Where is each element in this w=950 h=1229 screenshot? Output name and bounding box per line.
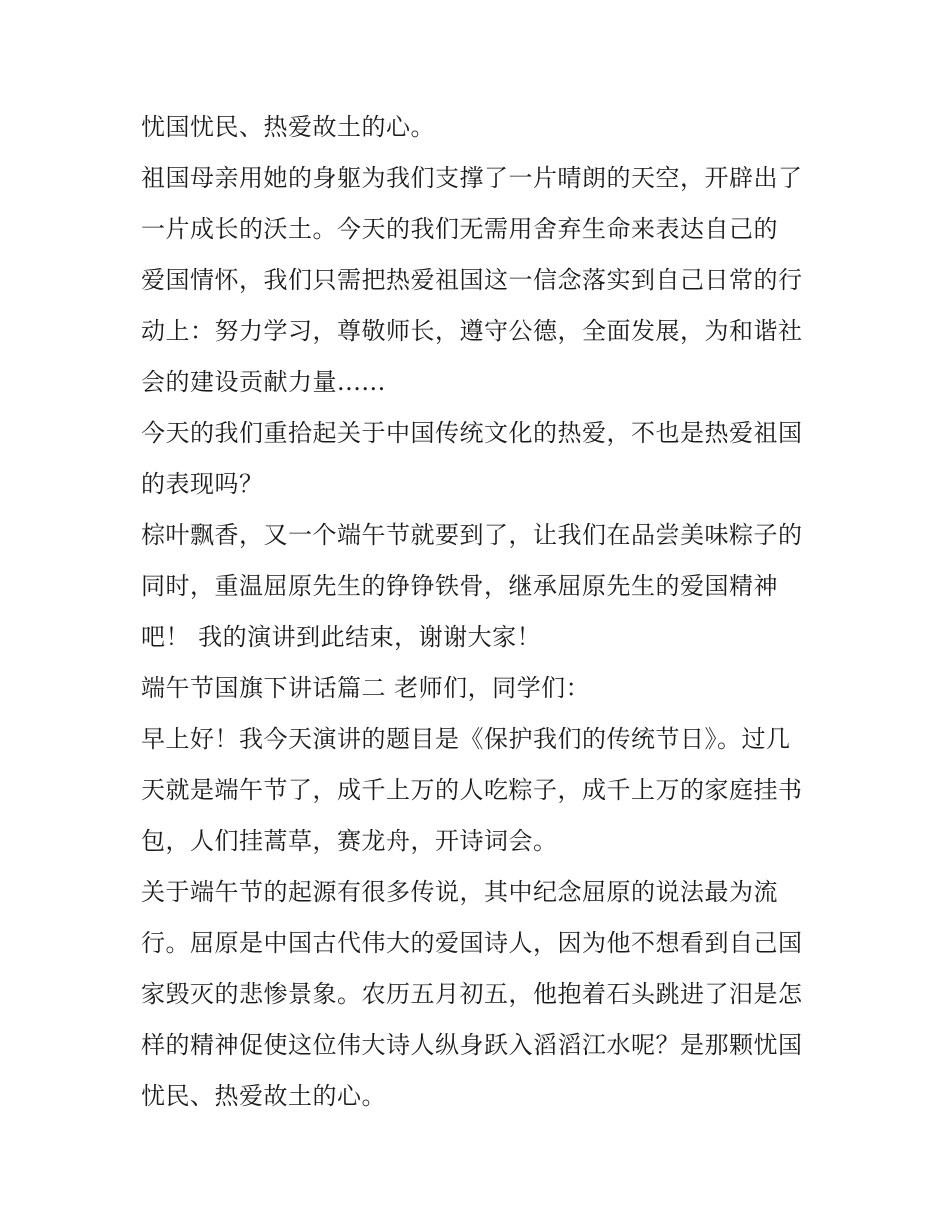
text-line: 关于端午节的起源有很多传说，其中纪念屈原的说法最为流 <box>141 878 778 906</box>
text-line: 爱国情怀，我们只需把热爱祖国这一信念落实到自己日常的行 <box>141 266 803 294</box>
text-line: 同时，重温屈原先生的铮铮铁骨，继承屈原先生的爱国精神 <box>141 572 778 600</box>
text-line: 行。屈原是中国古代伟大的爱国诗人，因为他不想看到自己国 <box>141 929 803 957</box>
text-line: 动上：努力学习，尊敬师长，遵守公德，全面发展，为和谐社 <box>141 317 803 345</box>
text-line: 样的精神促使这位伟大诗人纵身跃入滔滔江水呢？是那颗忧国 <box>141 1031 803 1059</box>
text-line: 忧国忧民、热爱故土的心。 <box>141 113 435 141</box>
text-line: 棕叶飘香，又一个端午节就要到了，让我们在品尝美味粽子的 <box>141 521 803 549</box>
text-line: 今天的我们重拾起关于中国传统文化的热爱，不也是热爱祖国 <box>141 419 803 447</box>
text-line: 祖国母亲用她的身躯为我们支撑了一片晴朗的天空，开辟出了 <box>141 164 803 192</box>
text-line: 一片成长的沃土。今天的我们无需用舍弃生命来表达自己的 <box>141 215 778 243</box>
text-line: 的表现吗？ <box>141 470 264 498</box>
text-line: 吧！ 我的演讲到此结束，谢谢大家！ <box>141 623 542 651</box>
document-body <box>141 102 821 1122</box>
text-line: 会的建设贡献力量...... <box>141 368 386 396</box>
text-line: 早上好！我今天演讲的题目是《保护我们的传统节日》。过几 <box>141 725 791 753</box>
text-line: 忧民、热爱故土的心。 <box>141 1082 386 1110</box>
text-line: 天就是端午节了，成千上万的人吃粽子，成千上万的家庭挂书 <box>141 776 803 804</box>
text-line: 包，人们挂蒿草，赛龙舟，开诗词会。 <box>141 827 558 855</box>
section-heading: 端午节国旗下讲话篇二 老师们，同学们： <box>141 674 591 702</box>
text-line: 家毁灭的悲惨景象。农历五月初五，他抱着石头跳进了汨是怎 <box>141 980 803 1008</box>
